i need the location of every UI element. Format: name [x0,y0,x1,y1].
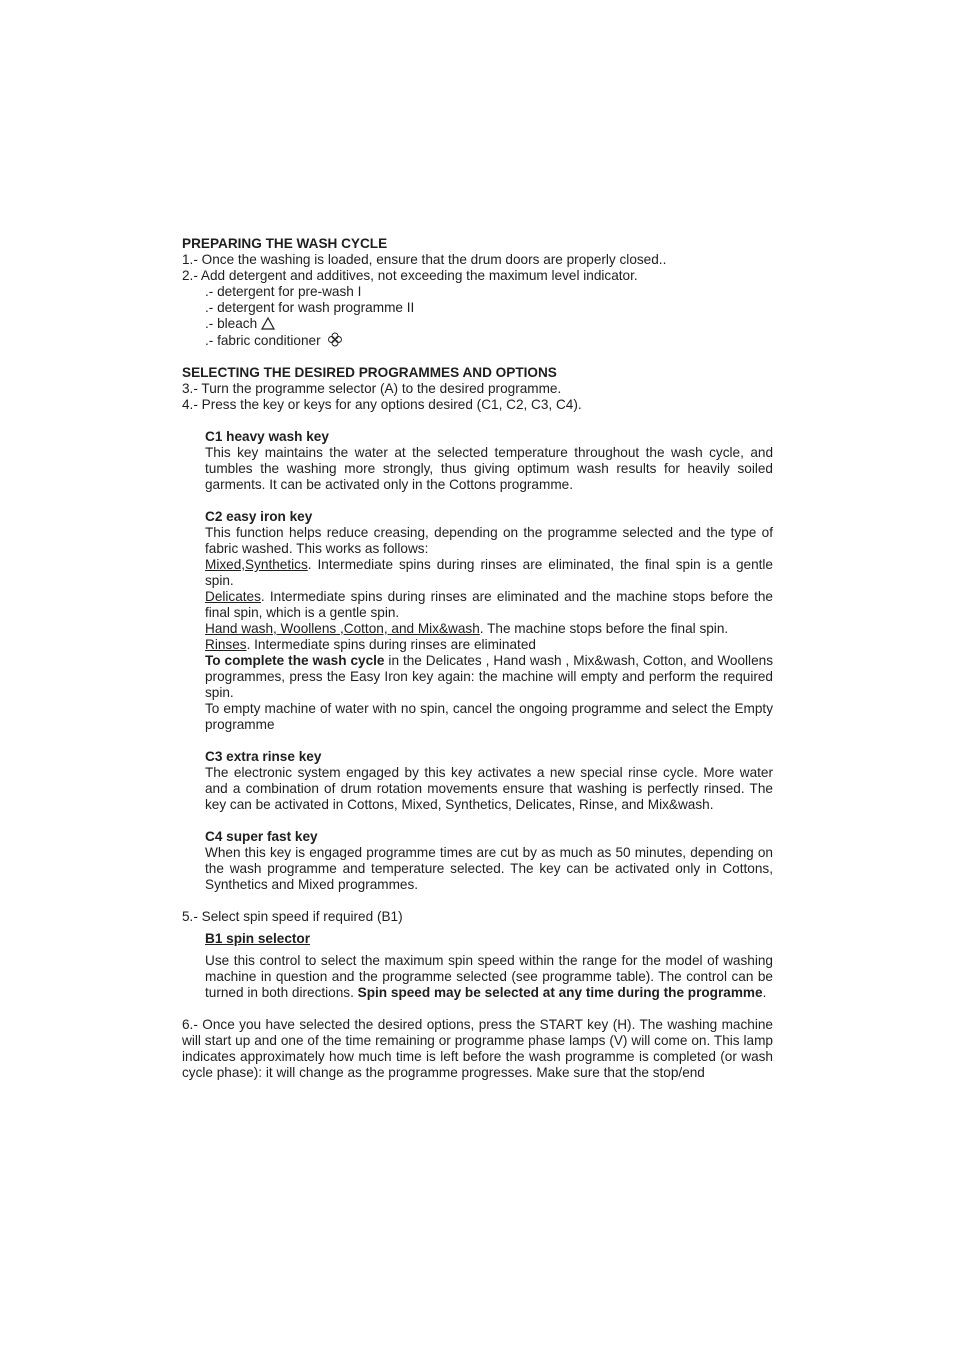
b1-bold: Spin speed may be selected at any time during the programme [357,985,763,1000]
delicates-text: . Intermediate spins during rinses are eliminated and the machine stops before the final spin, which is a gentle spin. [205,589,773,620]
hand-wash-text: . The machine stops before the final spin. [479,621,729,636]
c2-mixed [205,557,773,589]
b1-body: Use this control to select the maximum spin speed within the range for the model of washing machine in question and the programme selected (see programme table). The control can be turned in both directions. [205,953,773,1000]
step-3: 3.- Turn the programme selector (A) to the desired programme. [182,381,562,396]
manual-page [182,236,773,1081]
mixed-text: . Intermediate spins during rinses are eliminated, the final spin is a gentle spin. [205,557,773,588]
preparing-heading: PREPARING THE WASH CYCLE [182,236,388,251]
item-fabric-conditioner [182,332,773,349]
b1-text [205,953,773,1001]
rinses-text: . Intermediate spins during rinses are eliminated [246,637,536,652]
b1-section [182,931,773,1001]
c1-section [182,429,773,893]
step-2: 2.- Add detergent and additives, not exceeding the maximum level indicator. [182,268,638,283]
fabric-conditioner-flower-icon [327,332,343,347]
selecting-heading: SELECTING THE DESIRED PROGRAMMES AND OPTIONS [182,365,557,380]
c2-rinses [205,637,773,653]
b1-end: . [762,985,767,1000]
c4-text: When this key is engaged programme times are cut by as much as 50 minutes, depending on the wash programme and temperature selected. The key can be activated only in Cottons, Synthetics and Mixed programmes. [205,845,773,892]
c4-title: C4 super fast key [205,829,318,844]
step-6: 6.- Once you have selected the desired options, press the START key (H). The washing machine will start up and one of the time remaining or programme phase lamps (V) will come on. This lamp indicates approximately how much time is left before the wash programme is completed (or wash cycle phase): it will change as the programme progresses. Make sure that the stop/end [182,1017,773,1080]
delicates-label: Delicates [205,589,261,604]
c2-hand-wash [205,621,773,637]
item-wash: .- detergent for wash programme II [205,300,415,315]
c3-text: The electronic system engaged by this key activates a new special rinse cycle. More water and a combination of drum rotation movements ensure that washing is perfectly rinsed. The key can be activated in Cottons, Mixed, Synthetics, Delicates, Rinse, and Mix&wash. [205,765,773,812]
item-prewash: .- detergent for pre-wash I [205,284,362,299]
complete-bold: To complete the wash cycle [205,653,385,668]
hand-wash-label: Hand wash, Woollens ,Cotton, and Mix&wash [205,621,480,636]
step-1: 1.- Once the washing is loaded, ensure that the drum doors are properly closed.. [182,252,667,267]
c2-delicates [205,589,773,621]
c1-title: C1 heavy wash key [205,429,329,444]
c2-empty: To empty machine of water with no spin, cancel the ongoing programme and select the Empty programme [205,701,773,732]
step-5: 5.- Select spin speed if required (B1) [182,909,403,924]
c2-intro: This function helps reduce creasing, depending on the programme selected and the type of fabric washed. This works as follows: [205,525,773,556]
bleach-label: .- bleach [205,316,258,331]
c2-title: C2 easy iron key [205,509,313,524]
mixed-label: Mixed,Synthetics [205,557,308,572]
c3-title: C3 extra rinse key [205,749,322,764]
b1-title: B1 spin selector [205,931,311,946]
bleach-triangle-icon [261,317,275,330]
complete-text: in the Delicates , Hand wash , Mix&wash, Cotton, and Woollens programmes, press the Easy Iron key again: the machine will empty and perform the required spin. [205,653,773,700]
rinses-label: Rinses [205,637,247,652]
c2-complete [205,653,773,701]
item-bleach [182,316,773,332]
step-4: 4.- Press the key or keys for any options desired (C1, C2, C3, C4). [182,397,582,412]
c1-text: This key maintains the water at the selected temperature throughout the wash cycle, and tumbles the washing more strongly, thus giving optimum wash results for heavily soiled garments. It can be activated only in the Cottons programme. [205,445,773,492]
fabric-conditioner-label: .- fabric conditioner [205,333,321,348]
